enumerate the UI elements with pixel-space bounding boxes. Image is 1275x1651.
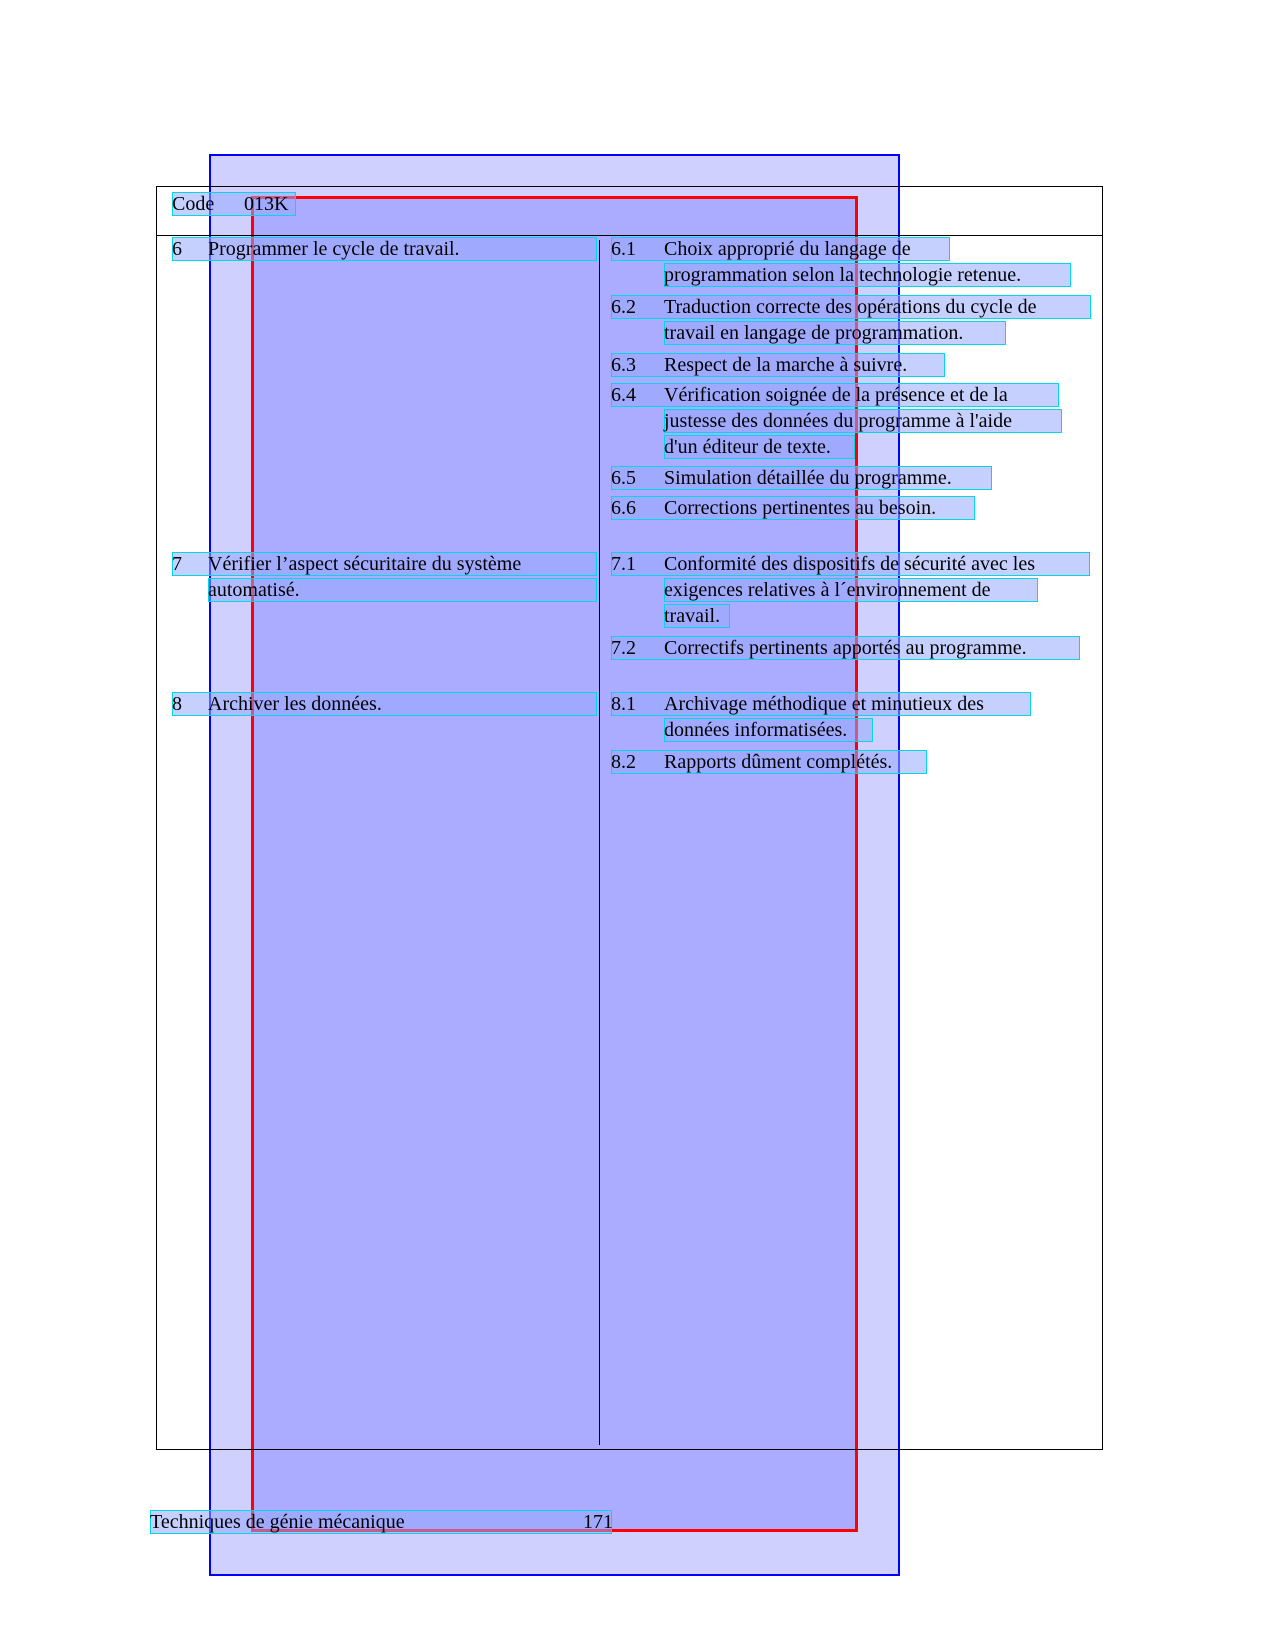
criterion-number: 7.1 [611, 553, 636, 575]
criterion-text-line: données informatisées. [664, 719, 848, 741]
criterion-text-line: Archivage méthodique et minutieux des [664, 693, 984, 715]
column-divider [599, 240, 600, 1445]
criterion-text-line: justesse des données du programme à l'aide [664, 410, 1012, 432]
competency-number: 8 [172, 693, 182, 715]
competency-title-line: Programmer le cycle de travail. [208, 238, 460, 260]
page-number: 171 [583, 1511, 613, 1533]
competency-title-line: automatisé. [208, 579, 300, 601]
criterion-text-line: Simulation détaillée du programme. [664, 467, 952, 489]
criterion-number: 6.4 [611, 384, 636, 406]
criterion-text-line: Rapports dûment complétés. [664, 751, 893, 773]
criterion-text-line: exigences relatives à l´environnement de [664, 579, 991, 601]
criterion-text-line: travail. [664, 605, 721, 627]
code-label: Code [172, 193, 215, 215]
criterion-number: 8.1 [611, 693, 636, 715]
criterion-text-line: d'un éditeur de texte. [664, 436, 831, 458]
criterion-text-line: Conformité des dispositifs de sécurité avec les [664, 553, 1036, 575]
code-value: 013K [244, 193, 289, 215]
criterion-text-line: Traduction correcte des opérations du cycle de [664, 296, 1037, 318]
criterion-text-line: Choix approprié du langage de [664, 238, 911, 260]
criterion-number: 6.1 [611, 238, 636, 260]
criterion-text-line: programmation selon la technologie retenue. [664, 264, 1022, 286]
competency-title-line: Vérifier l’aspect sécuritaire du système [208, 553, 522, 575]
criterion-number: 7.2 [611, 637, 636, 659]
criterion-text-line: travail en langage de programmation. [664, 322, 964, 344]
criterion-text-line: Correctifs pertinents apportés au programme. [664, 637, 1027, 659]
criterion-number: 6.2 [611, 296, 636, 318]
criterion-text-line: Vérification soignée de la présence et de la [664, 384, 1008, 406]
criterion-number: 6.3 [611, 354, 636, 376]
footer-title: Techniques de génie mécanique [150, 1511, 405, 1533]
criterion-text-line: Respect de la marche à suivre. [664, 354, 908, 376]
criterion-number: 6.6 [611, 497, 636, 519]
criterion-number: 6.5 [611, 467, 636, 489]
competency-title-line: Archiver les données. [208, 693, 382, 715]
criterion-text-line: Corrections pertinentes au besoin. [664, 497, 937, 519]
competency-number: 6 [172, 238, 182, 260]
criterion-number: 8.2 [611, 751, 636, 773]
competency-number: 7 [172, 553, 182, 575]
